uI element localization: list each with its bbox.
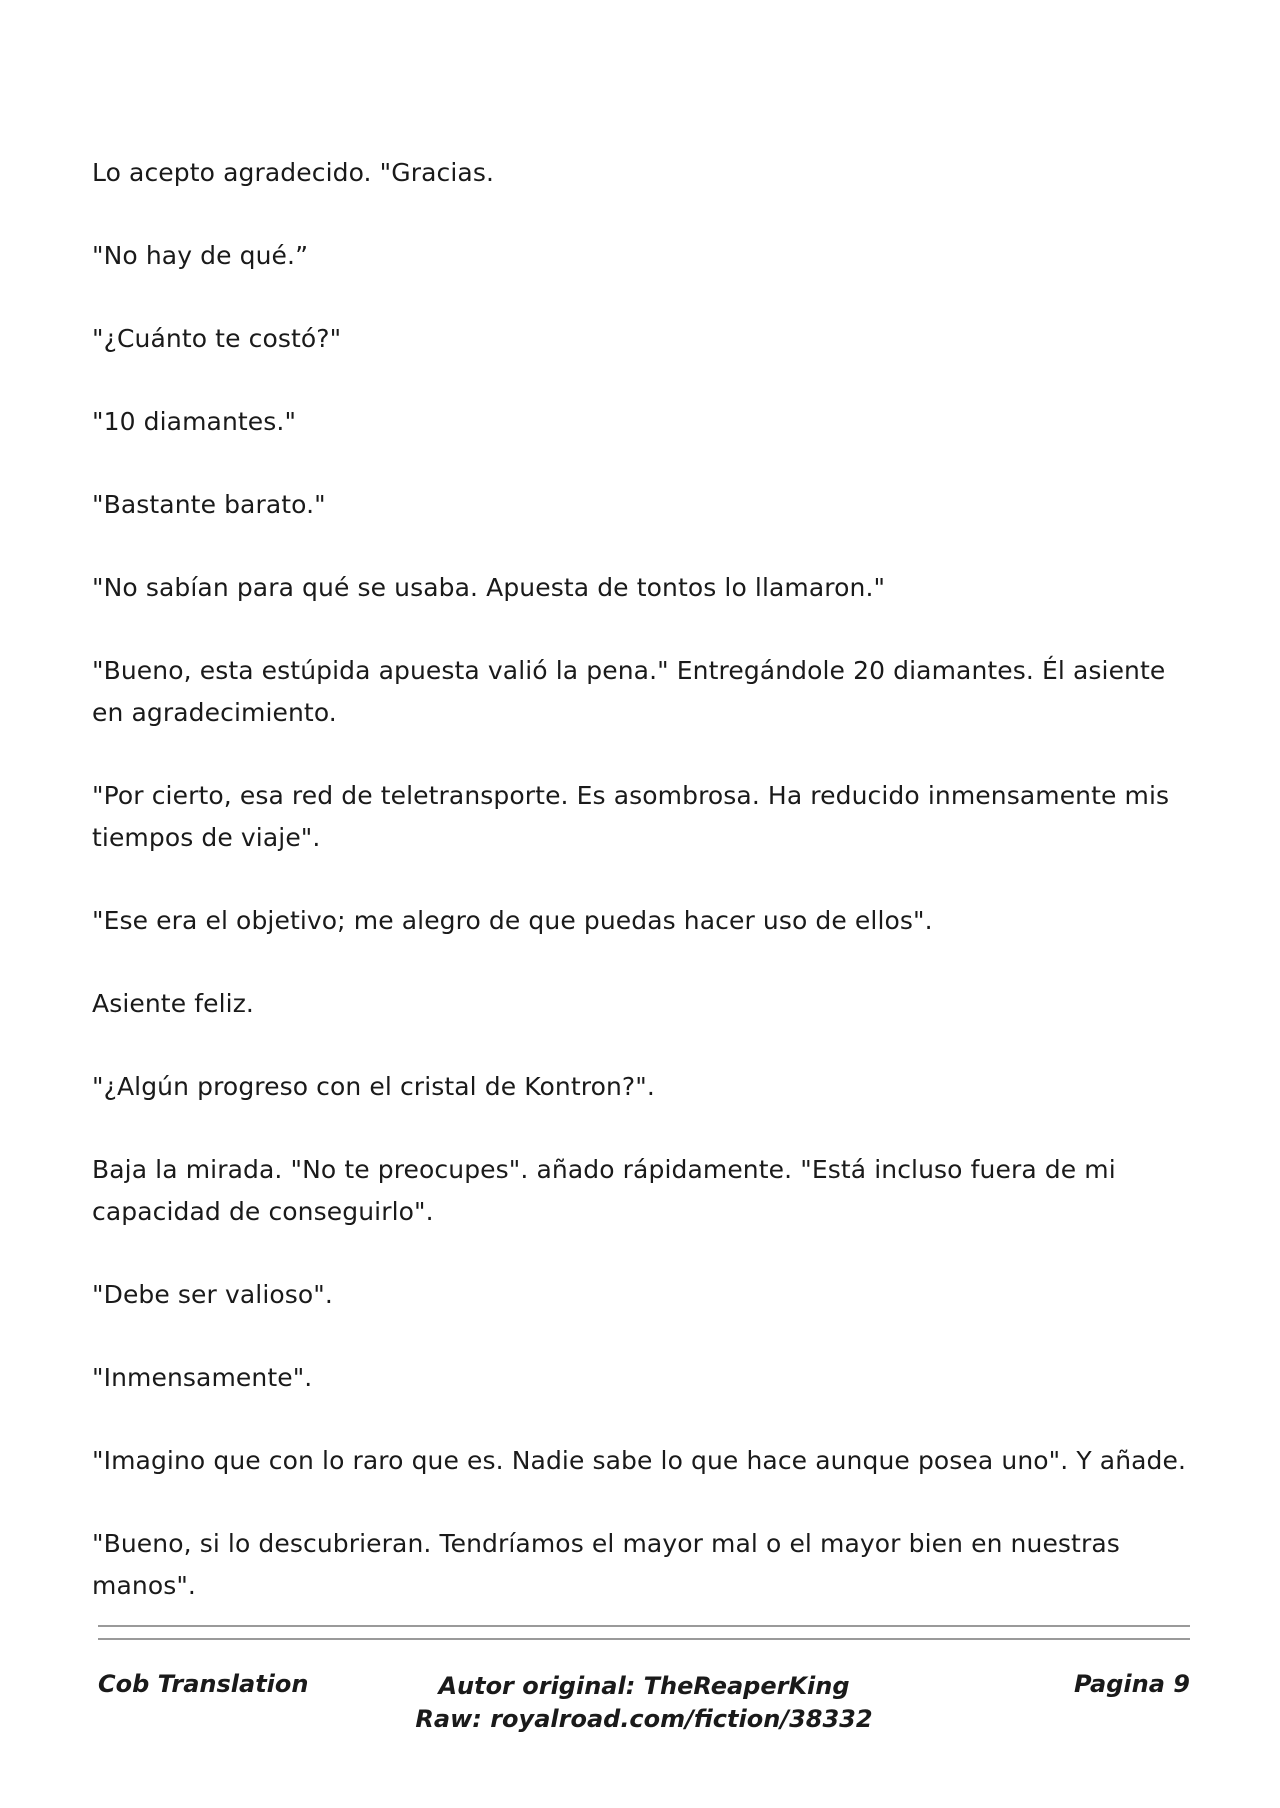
paragraph: "Debe ser valioso". [92,1280,333,1309]
footer-raw-source: Raw: royalroad.com/fiction/38332 [415,1705,873,1733]
footer-credits [98,1670,1190,1736]
paragraph: "Bueno, esta estúpida apuesta valió la pena." Entregándole 20 diamantes. Él asiente en agradecimiento. [92,656,1166,727]
paragraph: "No hay de qué.” [92,241,309,270]
paragraph: "¿Cuánto te costó?" [92,324,342,353]
footer-translator: Cob Translation [98,1670,309,1698]
paragraph: "Inmensamente". [92,1363,313,1392]
paragraph: Asiente feliz. [92,989,254,1018]
footer-page-number: Pagina 9 [1074,1670,1190,1698]
paragraph: "Por cierto, esa red de teletransporte. Es asombrosa. Ha reducido inmensamente mis tiempos de viaje". [92,781,1170,852]
paragraph: "Ese era el objetivo; me alegro de que puedas hacer uso de ellos". [92,906,933,935]
paragraph: "No sabían para qué se usaba. Apuesta de tontos lo llamaron." [92,573,886,602]
paragraph: "Imagino que con lo raro que es. Nadie sabe lo que hace aunque posea uno". Y añade. [92,1446,1187,1475]
paragraph: Lo acepto agradecido. "Gracias. [92,158,494,187]
footer-divider-top [98,1625,1190,1627]
paragraph: "¿Algún progreso con el cristal de Kontron?". [92,1072,655,1101]
page-footer [98,1662,1190,1742]
footer-divider-bottom [98,1638,1190,1640]
paragraph: "Bastante barato." [92,490,326,519]
body-text [92,152,1192,1648]
footer-author: Autor original: TheReaperKing [438,1672,850,1700]
paragraph: "Bueno, si lo descubrieran. Tendríamos el mayor mal o el mayor bien en nuestras manos". [92,1529,1120,1600]
paragraph: "10 diamantes." [92,407,297,436]
paragraph: Baja la mirada. "No te preocupes". añado rápidamente. "Está incluso fuera de mi capacidad de conseguirlo". [92,1155,1116,1226]
